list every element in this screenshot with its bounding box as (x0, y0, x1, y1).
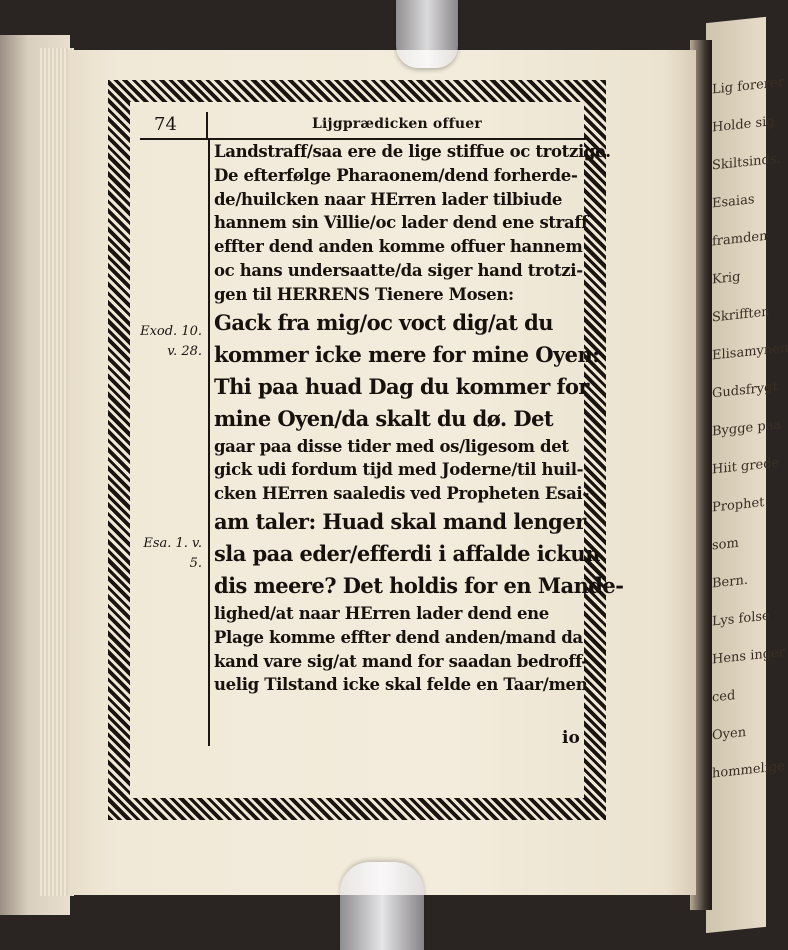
facing-page-fragment: hommelige (712, 758, 785, 782)
facing-page-fragment: Bern. (712, 572, 748, 592)
facing-page-fragment: Esaias (712, 192, 755, 212)
text-line: gen til HERRENS Tienere Mosen: (214, 284, 514, 304)
facing-page-fragment: Hiit grede (712, 455, 780, 478)
catchword: io (562, 728, 580, 748)
margin-rule (208, 140, 210, 746)
text-line: kommer icke mere for mine Oyen: (214, 341, 600, 367)
margin-note-esaias: Esa. 1. v. 5. (143, 536, 202, 571)
facing-page-fragment: Holde sig (712, 113, 775, 136)
header-divider (206, 112, 208, 138)
text-line: dis meere? Det holdis for en Mande- (214, 572, 624, 598)
text-line: oc hans undersaatte/da siger hand trotzi- (214, 260, 583, 280)
text-line: Thi paa huad Dag du kommer for (214, 373, 589, 399)
facing-page-fragment: Hens inger (712, 644, 785, 668)
facing-page (706, 17, 788, 933)
facing-page-fragment: Bygge paa (712, 417, 782, 440)
page-number: 74 (154, 114, 177, 135)
text-line: mine Oyen/da skalt du dø. Det (214, 405, 554, 431)
text-line: kand vare sig/at mand for saadan bedroff- (214, 651, 588, 671)
running-head: Lijgprædicken offuer (312, 116, 482, 132)
text-line: gick udi fordum tijd med Joderne/til huil- (214, 460, 584, 480)
page-clip-bottom (340, 862, 424, 950)
facing-page-fragment: Krig (712, 269, 741, 288)
text-line: gaar paa disse tider med os/ligesom det (214, 436, 569, 456)
facing-page-fragment: ced (712, 688, 736, 706)
margin-note-exodus: Exod. 10. v. 28. (140, 324, 202, 359)
facing-page-fragment: Gudsfrygt (712, 379, 778, 402)
facing-page-fragment: Skiltsinds. (712, 151, 781, 174)
text-line: sla paa eder/efferdi i affalde ickun (214, 540, 600, 566)
text-line: am taler: Huad skal mand lenger (214, 508, 586, 534)
facing-page-fragment: Lys folse (712, 608, 770, 630)
text-line: Landstraff/saa ere de lige stiffue oc trotzige. (214, 142, 611, 161)
facing-page-fragment: framden (712, 228, 768, 250)
facing-page-fragment: Lig forerer (712, 74, 784, 98)
facing-page-fragment: Elisamynen (712, 340, 788, 364)
text-line: uelig Tilstand icke skal felde en Taar/men (214, 675, 588, 695)
body-text (214, 140, 624, 697)
facing-page-fragment: Oyen (712, 724, 747, 744)
text-line: Plage komme effter dend anden/mand da (214, 627, 583, 647)
text-line: de/huilcken naar HErren lader tilbiude (214, 189, 563, 209)
page-clip-top (396, 0, 458, 68)
facing-page-fragment: Skrifften (712, 304, 770, 326)
text-line: Gack fra mig/oc voct dig/at du (214, 309, 553, 335)
text-line: De efterfølge Pharaonem/dend forherde- (214, 165, 578, 185)
text-line: effter dend anden komme offuer hannem (214, 237, 583, 257)
text-line: lighed/at naar HErren lader dend ene (214, 603, 549, 623)
text-line: hannem sin Villie/oc lader dend ene straff (214, 213, 588, 233)
facing-page-fragment: Prophet (712, 495, 765, 516)
facing-page-fragment: som (712, 535, 739, 554)
text-line: cken HErren saaledis ved Propheten Esai- (214, 484, 589, 504)
page-header (140, 112, 586, 140)
